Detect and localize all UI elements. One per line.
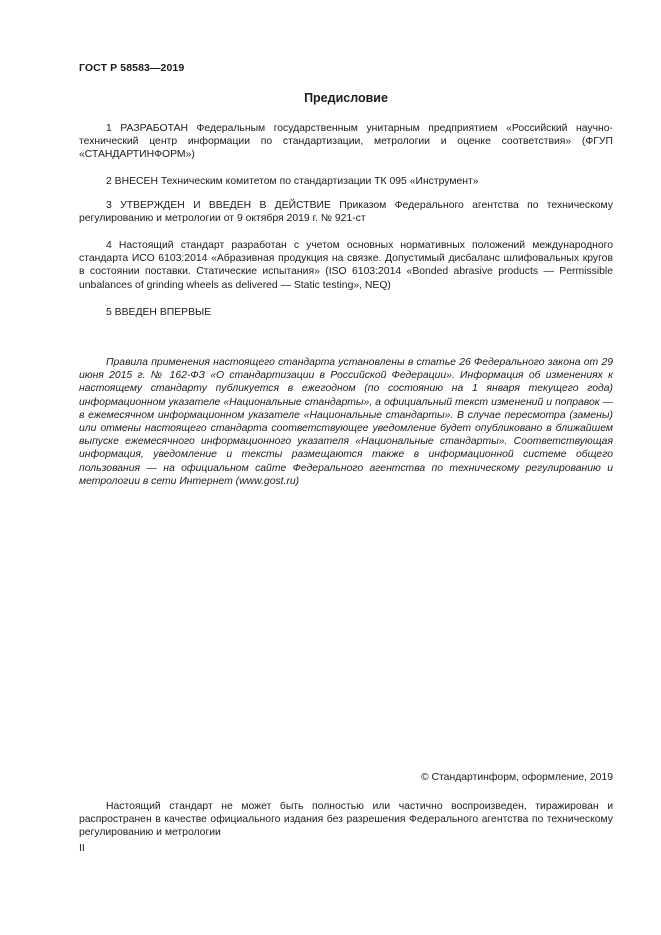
page-title: Предисловие [304,91,388,105]
page-number: II [79,843,85,854]
paragraph-introduced-by: 2 ВНЕСЕН Техническим комитетом по стандартизации ТК 095 «Инструмент» [106,176,479,187]
copyright-line: © Стандартинформ, оформление, 2019 [420,772,613,783]
paragraph-introduced-first: 5 ВВЕДЕН ВПЕРВЫЕ [106,307,212,318]
paragraph-approved: 3 УТВЕРЖДЕН И ВВЕДЕН В ДЕЙСТВИЕ Приказом Федерального агентства по техническому регулированию и метрологии от 9 октября 2019 г. № 921-ст [79,200,613,225]
paragraph-developed-by: 1 РАЗРАБОТАН Федеральным государственным унитарным предприятием «Российский научно-технический центр информации по стандартизации, метрологии и оценке соответствия» (ФГУП «СТАНДАРТИНФОРМ») [79,123,613,161]
document-header-id: ГОСТ Р 58583—2019 [79,62,185,74]
paragraph-based-on-iso: 4 Настоящий стандарт разработан с учетом основных нормативных положений международного стандарта ИСО 6103:2014 «Абразивная продукция на связке. Допустимый дисбаланс шлифовальных кругов в состоянии поставки. Статические испытания» (ISO 6103:2014 «Bonded abrasive products — Permissible unbalances of grinding wheels as delivered — Static testing», NEQ) [79,240,613,291]
reproduction-notice: Настоящий стандарт не может быть полностью или частично воспроизведен, тиражирован и распространен в качестве официального издания без разрешения Федерального агентства по техническому регулированию и метрологии [79,801,613,839]
standard-application-notice: Правила применения настоящего стандарта установлены в статье 26 Федерального закона от 29 июня 2015 г. № 162-ФЗ «О стандартизации в Российской Федерации». Информация об изменениях к настоящему стандарту публикуется в ежегодном (по состоянию на 1 января текущего года) информационном указателе «Национальные стандарты», а официальный текст изменений и поправок — в ежемесячном информационном указателе «Национальные стандарты». В случае пересмотра (замены) или отмены настоящего стандарта соответствующее уведомление будет опубликовано в ближайшем выпуске ежемесячного информационного указателя «Национальные стандарты». Соответствующая информация, уведомление и тексты размещаются также в информационной системе общего пользования — на официальном сайте Федерального агентства по техническому регулированию и метрологии в сети Интернет (www.gost.ru) [79,357,613,487]
